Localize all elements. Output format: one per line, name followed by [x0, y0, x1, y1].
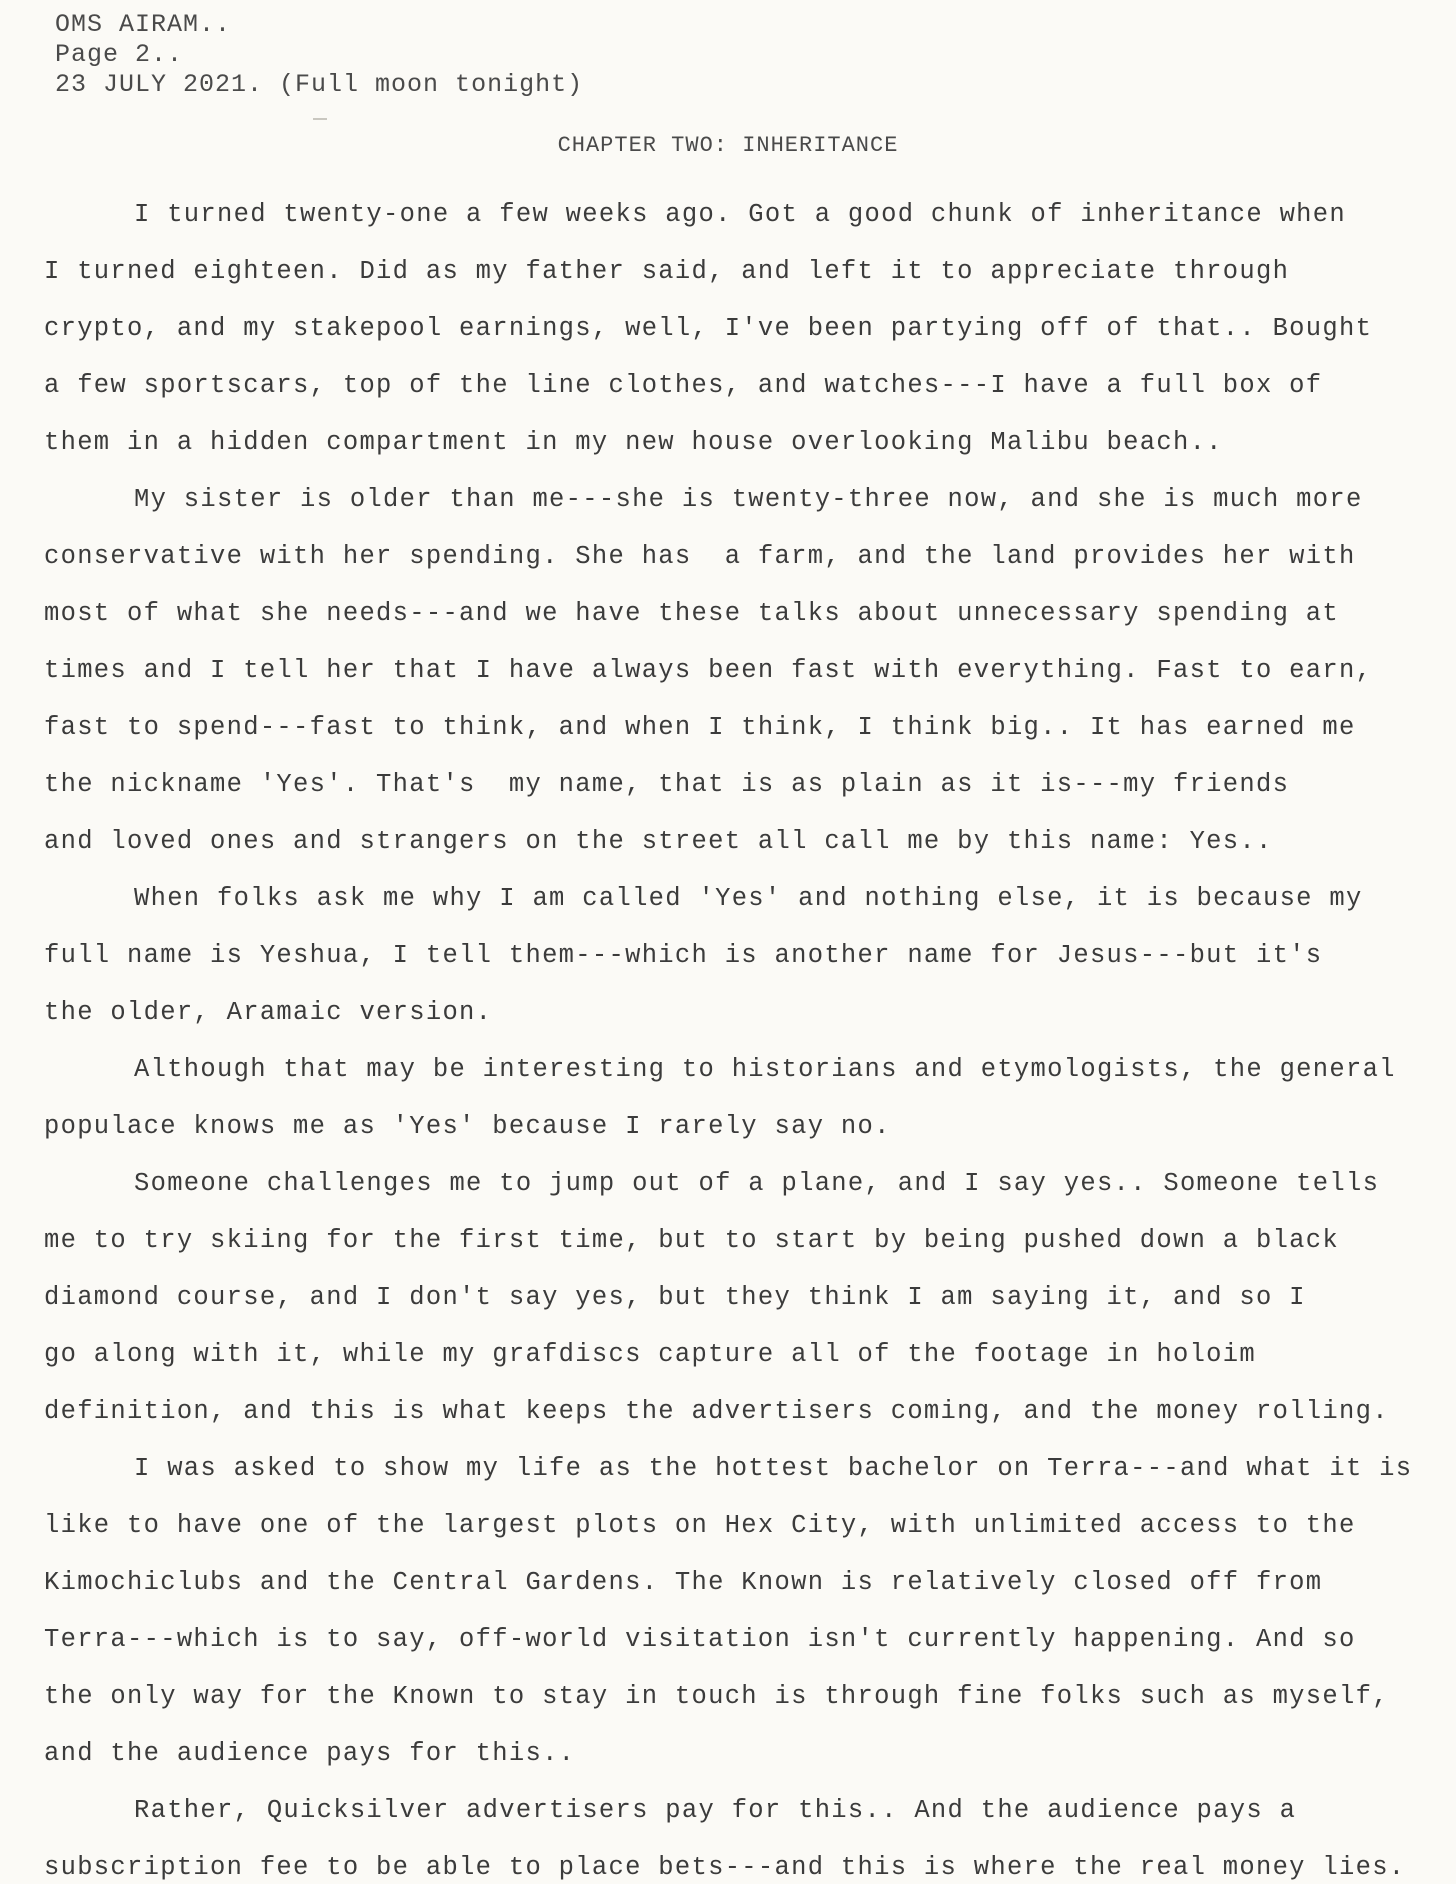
text-line: Kimochiclubs and the Central Gardens. The Known is relatively closed off from [44, 1568, 1323, 1597]
text-line: most of what she needs---and we have these talks about unnecessary spending at [44, 599, 1339, 628]
text-line: Someone challenges me to jump out of a plane, and I say yes.. Someone tells [134, 1169, 1380, 1198]
text-line: I was asked to show my life as the hottest bachelor on Terra---and what it is [134, 1454, 1413, 1483]
stray-mark [313, 118, 327, 120]
text-line: conservative with her spending. She has a farm, and the land provides her with [44, 542, 1356, 571]
text-line: a few sportscars, top of the line clothes, and watches---I have a full box of [44, 371, 1323, 400]
text-line: go along with it, while my grafdiscs capture all of the footage in holoim [44, 1340, 1256, 1369]
text-line: definition, and this is what keeps the advertisers coming, and the money rolling. [44, 1397, 1389, 1426]
text-line: Although that may be interesting to historians and etymologists, the general [134, 1055, 1396, 1084]
text-line: Terra---which is to say, off-world visitation isn't currently happening. And so [44, 1625, 1356, 1654]
text-line: crypto, and my stakepool earnings, well, I've been partying off of that.. Bought [44, 314, 1373, 343]
text-line: diamond course, and I don't say yes, but they think I am saying it, and so I [44, 1283, 1306, 1312]
text-line: them in a hidden compartment in my new house overlooking Malibu beach.. [44, 428, 1223, 457]
text-line: like to have one of the largest plots on Hex City, with unlimited access to the [44, 1511, 1356, 1540]
text-line: the nickname 'Yes'. That's my name, that is as plain as it is---my friends [44, 770, 1290, 799]
chapter-body [44, 186, 1444, 1884]
text-line: the older, Aramaic version. [44, 998, 493, 1027]
chapter-title: CHAPTER TWO: INHERITANCE [557, 133, 899, 158]
text-line: times and I tell her that I have always been fast with everything. Fast to earn, [44, 656, 1373, 685]
text-line: My sister is older than me---she is twenty-three now, and she is much more [134, 485, 1363, 514]
header-date: 23 JULY 2021. (Full moon tonight) [55, 70, 584, 99]
text-line: the only way for the Known to stay in touch is through fine folks such as myself, [44, 1682, 1389, 1711]
header-page-number: Page 2.. [55, 40, 184, 69]
text-line: When folks ask me why I am called 'Yes' and nothing else, it is because my [134, 884, 1363, 913]
text-line: me to try skiing for the first time, but to start by being pushed down a black [44, 1226, 1339, 1255]
header-author: OMS AIRAM.. [55, 10, 232, 39]
text-line: subscription fee to be able to place bets---and this is where the real money lies. [44, 1853, 1406, 1882]
text-line: fast to spend---fast to think, and when I think, I think big.. It has earned me [44, 713, 1356, 742]
text-line: I turned eighteen. Did as my father said, and left it to appreciate through [44, 257, 1290, 286]
page-header [55, 10, 583, 100]
text-line: Rather, Quicksilver advertisers pay for this.. And the audience pays a [134, 1796, 1297, 1825]
text-line: and the audience pays for this.. [44, 1739, 576, 1768]
text-line: and loved ones and strangers on the street all call me by this name: Yes.. [44, 827, 1273, 856]
text-line: full name is Yeshua, I tell them---which is another name for Jesus---but it's [44, 941, 1323, 970]
text-line: I turned twenty-one a few weeks ago. Got a good chunk of inheritance when [134, 200, 1346, 229]
text-line: populace knows me as 'Yes' because I rarely say no. [44, 1112, 891, 1141]
